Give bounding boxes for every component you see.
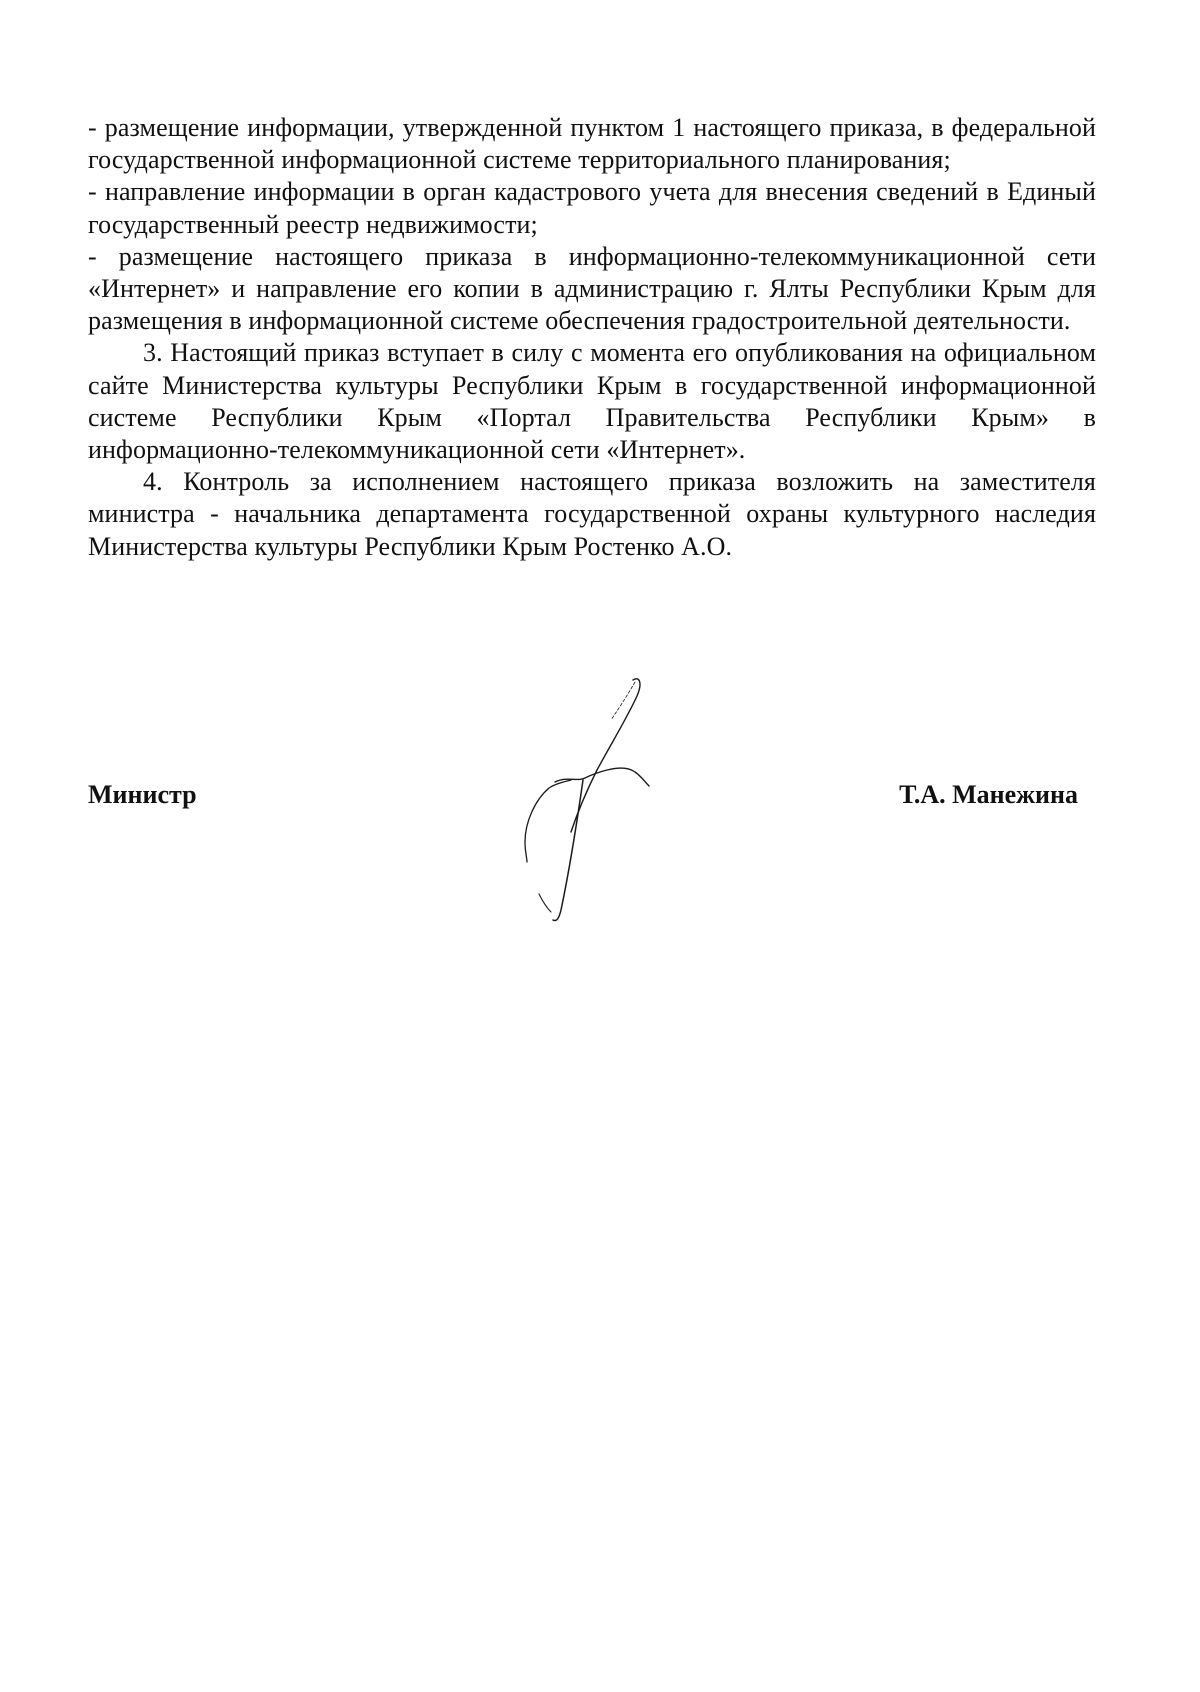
paragraph-placement-fgis: - размещение информации, утвержденной пунктом 1 настоящего приказа, в федеральной государственной информационной системе территориального планирования; (88, 113, 1096, 175)
paragraph-item-4: 4. Контроль за исполнением настоящего приказа возложить на заместителя министра - начальника департамента государственной охраны культурного наследия Министерства культуры Республики Крым Ростенко А.О. (88, 467, 1096, 561)
paragraph-cadastral: - направление информации в орган кадастрового учета для внесения сведений в Единый государственный реестр недвижимости; (88, 177, 1096, 239)
document-body (88, 112, 1096, 563)
signature-block (88, 780, 1096, 820)
paragraph-item-3: 3. Настоящий приказ вступает в силу с момента его опубликования на официальном сайте Министерства культуры Республики Крым в государственной информационной системе Республики Крым «Портал Правительства Республики Крым» в информационно-телекоммуникационной сети «Интернет». (88, 338, 1096, 465)
signer-title: Министр (88, 780, 197, 809)
signer-name: Т.А. Манежина (899, 780, 1078, 809)
paragraph-internet-placement: - размещение настоящего приказа в информационно-телекоммуникационной сети «Интернет» и направление его копии в администрацию г. Ялты Республики Крым для размещения в информационной системе обеспечения градостроительной деятельности. (88, 241, 1096, 336)
